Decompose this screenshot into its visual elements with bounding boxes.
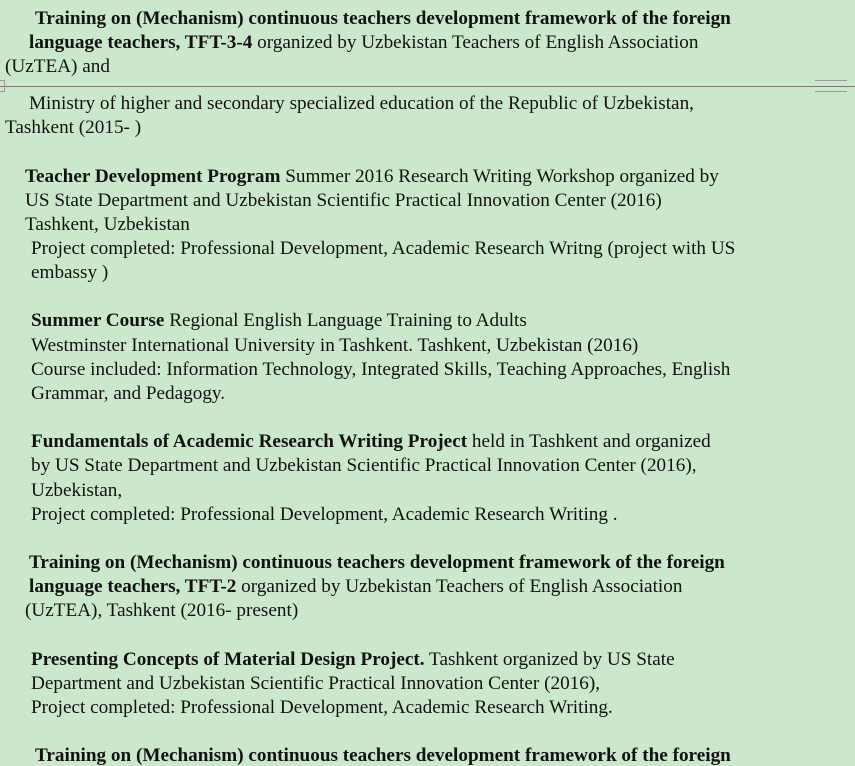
page-break-line [0, 86, 855, 87]
entry-line: Summer Course Regional English Language Training to Adults [31, 310, 527, 331]
entry-line: Tashkent (2015- ) [5, 117, 142, 138]
entry-line: language teachers, TFT-3-4 organized by Uzbekistan Teachers of English Association [29, 32, 699, 53]
entry-line: Course included: Information Technology, Integrated Skills, Teaching Approaches, English [31, 359, 731, 380]
entry-line: Presenting Concepts of Material Design Project. Tashkent organized by US State [31, 649, 675, 670]
entry-line: Department and Uzbekistan Scientific Practical Innovation Center (2016), [31, 673, 601, 694]
entry-line: US State Department and Uzbekistan Scientific Practical Innovation Center (2016) [25, 190, 662, 211]
entry-line: Training on (Mechanism) continuous teachers development framework of the foreign [35, 745, 731, 766]
entry-line: language teachers, TFT-2 organized by Uzbekistan Teachers of English Association [29, 576, 683, 597]
entry-line: by US State Department and Uzbekistan Scientific Practical Innovation Center (2016), [31, 455, 697, 476]
entry-line: Ministry of higher and secondary specialized education of the Republic of Uzbekistan, [29, 93, 694, 114]
entry-line: embassy ) [31, 262, 109, 283]
entry-line: Teacher Development Program Summer 2016 Research Writing Workshop organized by [25, 166, 719, 187]
entry-line: (UzTEA), Tashkent (2016- present) [25, 600, 299, 621]
entry-line: Project completed: Professional Development, Academic Research Writing . [31, 504, 618, 525]
entry-line: Grammar, and Pedagogy. [31, 383, 226, 404]
entry-line: Project completed: Professional Development, Academic Research Writing. [31, 697, 613, 718]
entry-line: Training on (Mechanism) continuous teachers development framework of the foreign [29, 552, 725, 573]
entry-line: Westminster International University in Tashkent. Tashkent, Uzbekistan (2016) [31, 335, 639, 356]
entry-line: (UzTEA) and [5, 56, 110, 77]
entry-line: Project completed: Professional Development, Academic Research Writng (project with US [31, 238, 736, 259]
page-break-marker-left [0, 80, 5, 92]
cutoff-region [0, 744, 855, 766]
entry-line: Fundamentals of Academic Research Writing Project held in Tashkent and organized [31, 431, 711, 452]
entry-line: Training on (Mechanism) continuous teachers development framework of the foreign [35, 8, 731, 29]
entry-line: Tashkent, Uzbekistan [25, 214, 190, 235]
page-break-marker-right [815, 80, 847, 92]
entry-line: Uzbekistan, [31, 480, 123, 501]
